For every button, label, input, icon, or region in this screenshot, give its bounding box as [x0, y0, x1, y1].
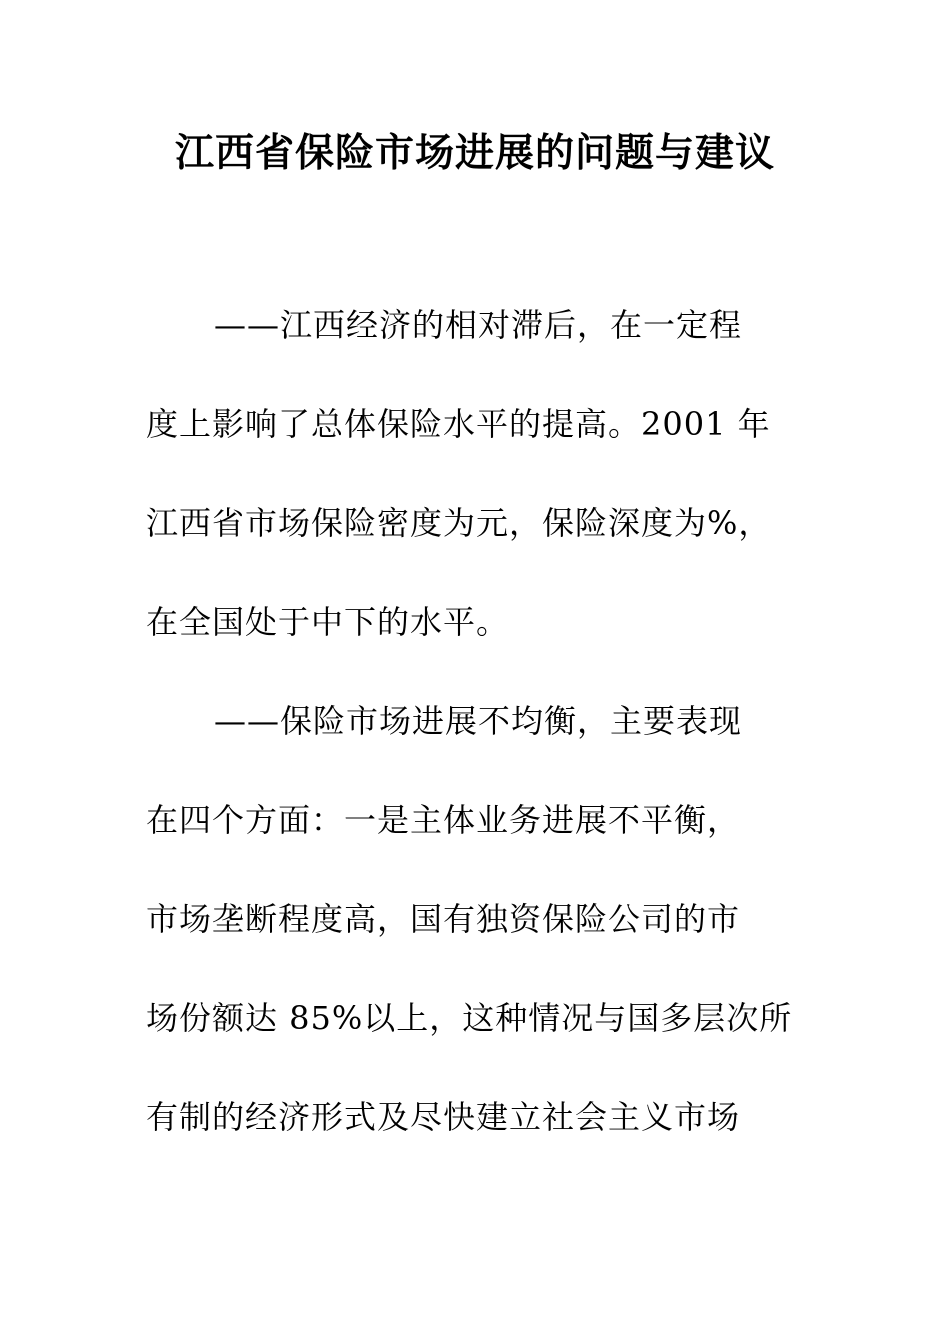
paragraph-1-line-3: 江西省市场保险密度为元，保险深度为%， [146, 504, 772, 542]
paragraph-2-line-5: 有制的经济形式及尽快建立社会主义市场 [146, 1098, 741, 1136]
paragraph-2-line-3: 市场垄断程度高，国有独资保险公司的市 [146, 900, 741, 938]
paragraph-1-line-4: 在全国处于中下的水平。 [146, 603, 510, 641]
document-body [146, 300, 806, 1191]
paragraph-1-line-2: 度上影响了总体保险水平的提高。2001 年 [146, 405, 771, 443]
paragraph-1-line-1: ——江西经济的相对滞后，在一定程 [214, 306, 743, 344]
document-title: 江西省保险市场进展的问题与建议 [174, 131, 775, 176]
paragraph-2-line-4: 场份额达 85%以上，这种情况与国多层次所 [146, 999, 793, 1037]
paragraph-2-line-1: ——保险市场进展不均衡，主要表现 [214, 702, 743, 740]
paragraph-2-line-2: 在四个方面：一是主体业务进展不平衡， [146, 801, 741, 839]
